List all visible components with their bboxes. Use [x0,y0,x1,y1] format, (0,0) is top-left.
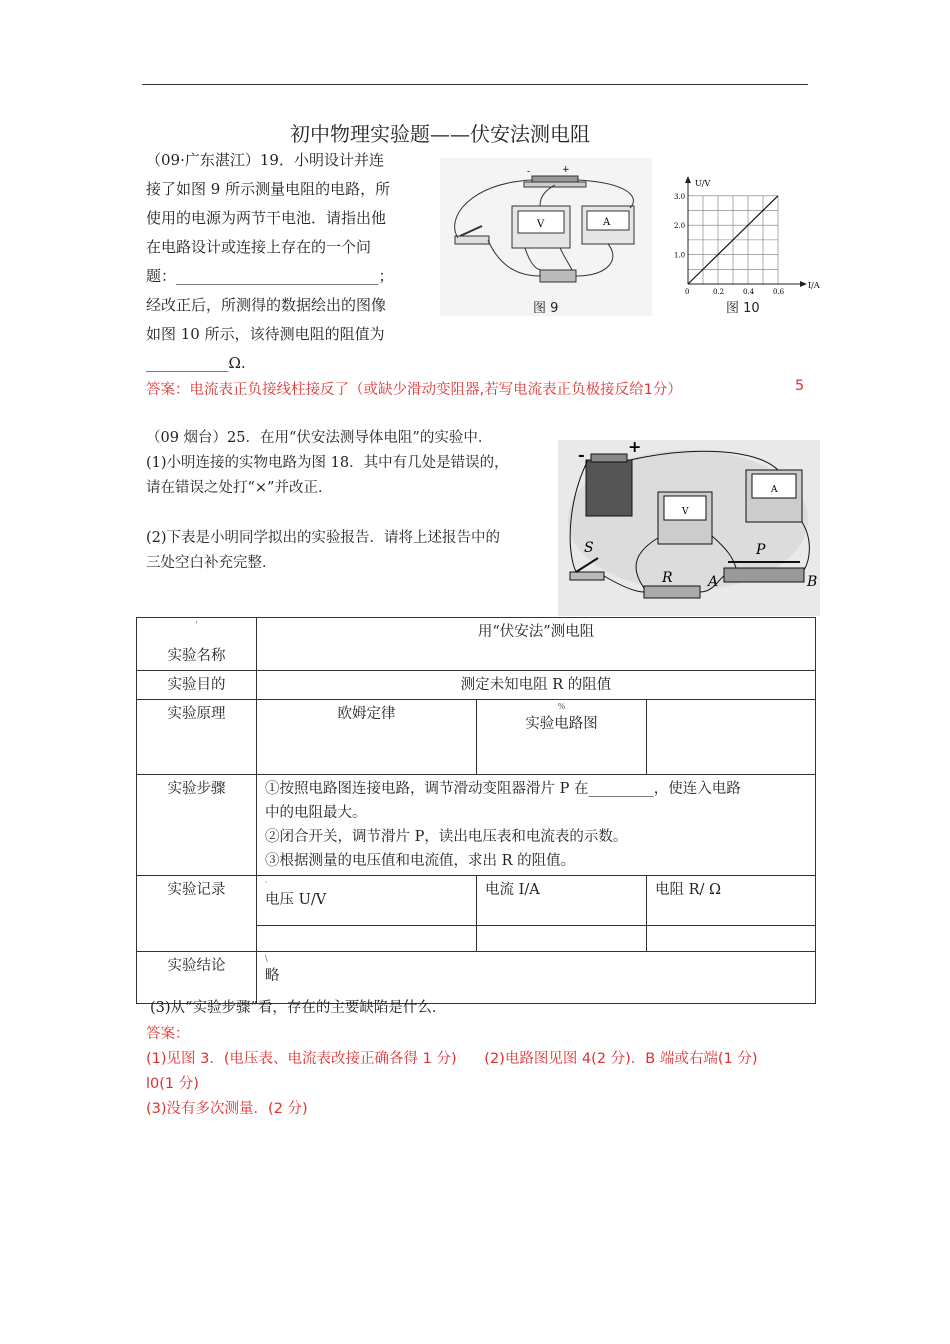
fig18-R: R [662,570,673,586]
page-title: 初中物理实验题——伏安法测电阻 [290,122,590,146]
x-axis-arrow [800,281,807,287]
fig18-voltmeter: V [682,507,689,517]
empty-cell [477,926,647,952]
voltage-label: 电压 U/V [265,892,327,908]
conclusion-value: 略 [265,968,280,984]
empty-cell [647,700,816,775]
record-label: 实验记录 [137,876,257,952]
answer-line: (3)没有多次测量．(2 分) [146,1101,308,1117]
steps-label: 实验步骤 [137,775,257,876]
table-row [137,618,816,671]
q1-line: 接了如图 9 所示测量电阻的电路，所 [146,180,391,198]
y-axis-arrow [685,176,691,183]
conclusion-label: 实验结论 [137,952,257,1004]
fig9-plus: + [562,165,570,175]
fig18-P: P [756,542,766,558]
q2-text [146,426,509,576]
q1-answer: 答案：电流表正负接线柱接反了（或缺少滑动变阻器,若写电流表正负极接反给1分） [146,382,682,398]
figure-9-circuit [440,158,652,316]
step-line: ①按照电路图连接电路，调节滑动变阻器滑片 P 在_________，使连入电路 [265,781,741,797]
stray-mark: · [265,878,268,887]
purpose-label: 实验目的 [137,671,257,700]
step-line: ②闭合开关，调节滑片 P，读出电压表和电流表的示数。 [265,829,628,845]
x-tick-label: 0.6 [773,288,785,294]
steps-cell [257,775,816,876]
experiment-report-table [136,617,816,1004]
y-tick-label: 2.0 [674,222,686,231]
figure-10-graph [668,172,828,294]
fig18-A: A [708,574,719,590]
q3-question: (3)从“实验步骤”看，存在的主要缺陷是什么． [150,1000,447,1016]
table-row [137,775,816,876]
fig18-S: S [584,540,594,556]
answer-line: (1)见图 3．(电压表、电流表改接正确各得 1 分) (2)电路图见图 4(2 分)．B 端或右端(1 分) [146,1051,758,1067]
resistance-header: 电阻 R/ Ω [647,876,816,926]
y-tick-label: 3.0 [674,192,686,201]
fig9-caption: 图 9 [533,301,559,316]
fig18-B: B [807,574,818,590]
x-axis-label: I/A [808,281,820,290]
circuit-diagram-cell [477,700,647,775]
q3-answers [146,1022,758,1122]
principle-value: 欧姆定律 [257,700,477,775]
q1-answer-value: 5 [795,378,805,394]
table-row [137,671,816,700]
stray-mark: ' [195,620,198,629]
q1-line: 使用的电源为两节干电池．请指出他 [146,209,387,227]
name-label-cell [137,618,257,671]
stray-mark: \ [265,954,268,963]
purpose-value: 测定未知电阻 R 的阻值 [257,671,816,700]
answer-line: l0(1 分) [146,1076,199,1092]
answer-title: 答案： [146,1026,190,1042]
figure-18-circuit [558,440,820,616]
q1-line: 经改正后，所测得的数据绘出的图像 [146,296,387,314]
q2-line: 三处空白补充完整． [146,555,277,571]
y-tick-label: 1.0 [674,251,686,260]
fig9-minus: - [527,167,531,177]
q1-line: 在电路设计或连接上存在的一个问 [146,238,372,256]
q1-line: 题：___________________________； [146,267,394,285]
fig10-caption: 图 10 [726,301,760,316]
q2-line: 请在错误之处打“×”并改正． [146,480,333,496]
empty-cell [647,926,816,952]
fig18-minus: - [578,445,585,464]
q2-line: (1)小明连接的实物电路为图 18．其中有几处是错误的， [146,455,509,471]
q2-line: (2)下表是小明同学拟出的实验报告．请将上述报告中的 [146,530,501,546]
q1-line: ___________Ω. [146,354,246,372]
name-value: 用“伏安法”测电阻 [257,618,816,671]
x-tick-label: 0 [685,288,690,294]
name-label: 实验名称 [167,648,226,664]
current-header: 电流 I/A [477,876,647,926]
q1-text [146,146,394,378]
q1-line: （09·广东湛江）19．小明设计并连 [146,151,384,169]
stray-mark: % [557,702,566,711]
q2-line: （09 烟台）25．在用“伏安法测导体电阻”的实验中． [146,430,493,446]
fig18-ammeter: A [771,485,778,495]
x-tick-label: 0.4 [743,288,755,294]
fig9-ammeter: A [603,217,611,228]
table-row [137,876,816,926]
circuit-label: 实验电路图 [525,716,598,732]
fig9-voltmeter: V [537,219,545,230]
fig18-plus: + [628,440,642,456]
y-axis-label: U/V [695,179,711,188]
step-line: 中的电阻最大。 [265,805,367,821]
table-row [137,700,816,775]
step-line: ③根据测量的电压值和电流值，求出 R 的阻值。 [265,853,576,869]
q1-line: 如图 10 所示，该待测电阻的阻值为 [146,325,385,343]
voltage-header [257,876,477,926]
x-tick-label: 0.2 [713,288,725,294]
top-rule [142,84,808,85]
principle-label: 实验原理 [137,700,257,775]
empty-cell [257,926,477,952]
